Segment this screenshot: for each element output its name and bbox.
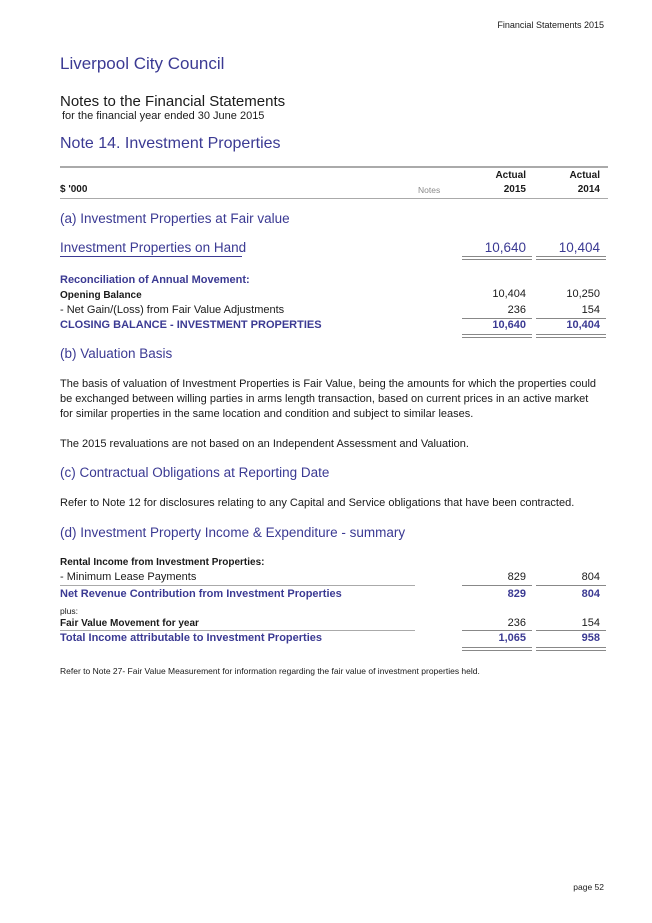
plus-label: plus: [60, 606, 78, 616]
min-lease-label-rule [60, 585, 415, 586]
on-hand-2014-rule [536, 256, 606, 257]
page-header: Financial Statements 2015 [497, 20, 604, 30]
on-hand-2015: 10,640 [484, 240, 526, 255]
on-hand-2014: 10,404 [558, 240, 600, 255]
valuation-basis-paragraph: The basis of valuation of Investment Properties is Fair Value, being the amounts for which the properties could be exchanged between willing parties in arms length transaction, based on current prices in an active market for similar properties in the same location and condition and subject to similar leases. [60, 378, 597, 420]
min-lease-2015-rule [462, 585, 532, 586]
col-2015-actual: Actual [495, 170, 526, 181]
total-income-2015: 1,065 [498, 632, 526, 644]
closing-2014-rule2 [536, 337, 606, 338]
closing-balance-label: CLOSING BALANCE - INVESTMENT PROPERTIES [60, 319, 322, 331]
notes-col-label: Notes [418, 185, 441, 195]
min-lease-label: - Minimum Lease Payments [60, 571, 197, 583]
fair-value-2014-rule [536, 630, 606, 631]
net-gain-2015: 236 [507, 304, 526, 316]
net-revenue-2015: 829 [507, 588, 526, 600]
col-2014-actual: Actual [569, 170, 600, 181]
total-income-label: Total Income attributable to Investment Properties [60, 632, 323, 644]
header-rule [60, 166, 608, 168]
closing-2014-rule [536, 334, 606, 335]
section-b-title: (b) Valuation Basis [60, 346, 173, 361]
opening-balance-2015: 10,404 [492, 288, 526, 300]
revaluation-paragraph: The 2015 revaluations are not based on an Independent Assessment and Valuation. [60, 438, 469, 450]
doc-title: Notes to the Financial Statements [60, 93, 286, 110]
section-d-title: (d) Investment Property Income & Expenditure - summary [60, 525, 406, 540]
closing-2015-rule [462, 334, 532, 335]
section-c-title: (c) Contractual Obligations at Reporting Date [60, 465, 330, 480]
col-2014-year: 2014 [577, 184, 600, 195]
total-2015-rule2 [462, 650, 532, 651]
col-2015-year: 2015 [503, 184, 526, 195]
recon-title: Reconciliation of Annual Movement: [60, 274, 250, 286]
opening-balance-label: Opening Balance [60, 290, 142, 301]
total-2014-rule2 [536, 650, 606, 651]
net-gain-2014: 154 [581, 304, 600, 316]
fair-value-movement-2014: 154 [581, 617, 600, 629]
min-lease-2014: 804 [581, 571, 600, 583]
section-a-title: (a) Investment Properties at Fair value [60, 211, 290, 226]
rental-income-title: Rental Income from Investment Properties: [60, 557, 265, 568]
on-hand-underline [60, 256, 242, 257]
on-hand-2014-rule2 [536, 259, 606, 260]
total-2015-rule [462, 647, 532, 648]
fair-value-2015-rule [462, 630, 532, 631]
net-revenue-label: Net Revenue Contribution from Investment Properties [60, 588, 342, 600]
note-title: Note 14. Investment Properties [60, 135, 281, 152]
organisation-name: Liverpool City Council [60, 54, 225, 73]
unit-label: $ '000 [60, 184, 88, 195]
fair-value-movement-label: Fair Value Movement for year [60, 618, 199, 629]
page-number: page 52 [573, 882, 604, 892]
total-income-2014: 958 [581, 632, 600, 644]
min-lease-2015: 829 [507, 571, 526, 583]
net-revenue-2014: 804 [581, 588, 600, 600]
min-lease-2014-rule [536, 585, 606, 586]
fair-value-label-rule [60, 630, 415, 631]
doc-subtitle: for the financial year ended 30 June 2015 [62, 110, 265, 122]
total-2014-rule [536, 647, 606, 648]
closing-2015-rule2 [462, 337, 532, 338]
contractual-paragraph: Refer to Note 12 for disclosures relating to any Capital and Service obligations that have been contracted. [60, 497, 575, 509]
fair-value-movement-2015: 236 [507, 617, 526, 629]
opening-balance-2014: 10,250 [566, 288, 600, 300]
on-hand-2015-rule [462, 256, 532, 257]
header-rule-bottom [60, 198, 608, 199]
closing-balance-2014: 10,404 [566, 319, 600, 331]
net-gain-label: - Net Gain/(Loss) from Fair Value Adjustments [60, 304, 285, 316]
footnote: Refer to Note 27- Fair Value Measurement for information regarding the fair value of investment properties held. [60, 666, 480, 676]
closing-balance-2015: 10,640 [492, 319, 526, 331]
on-hand-label: Investment Properties on Hand [60, 240, 247, 255]
on-hand-2015-rule2 [462, 259, 532, 260]
